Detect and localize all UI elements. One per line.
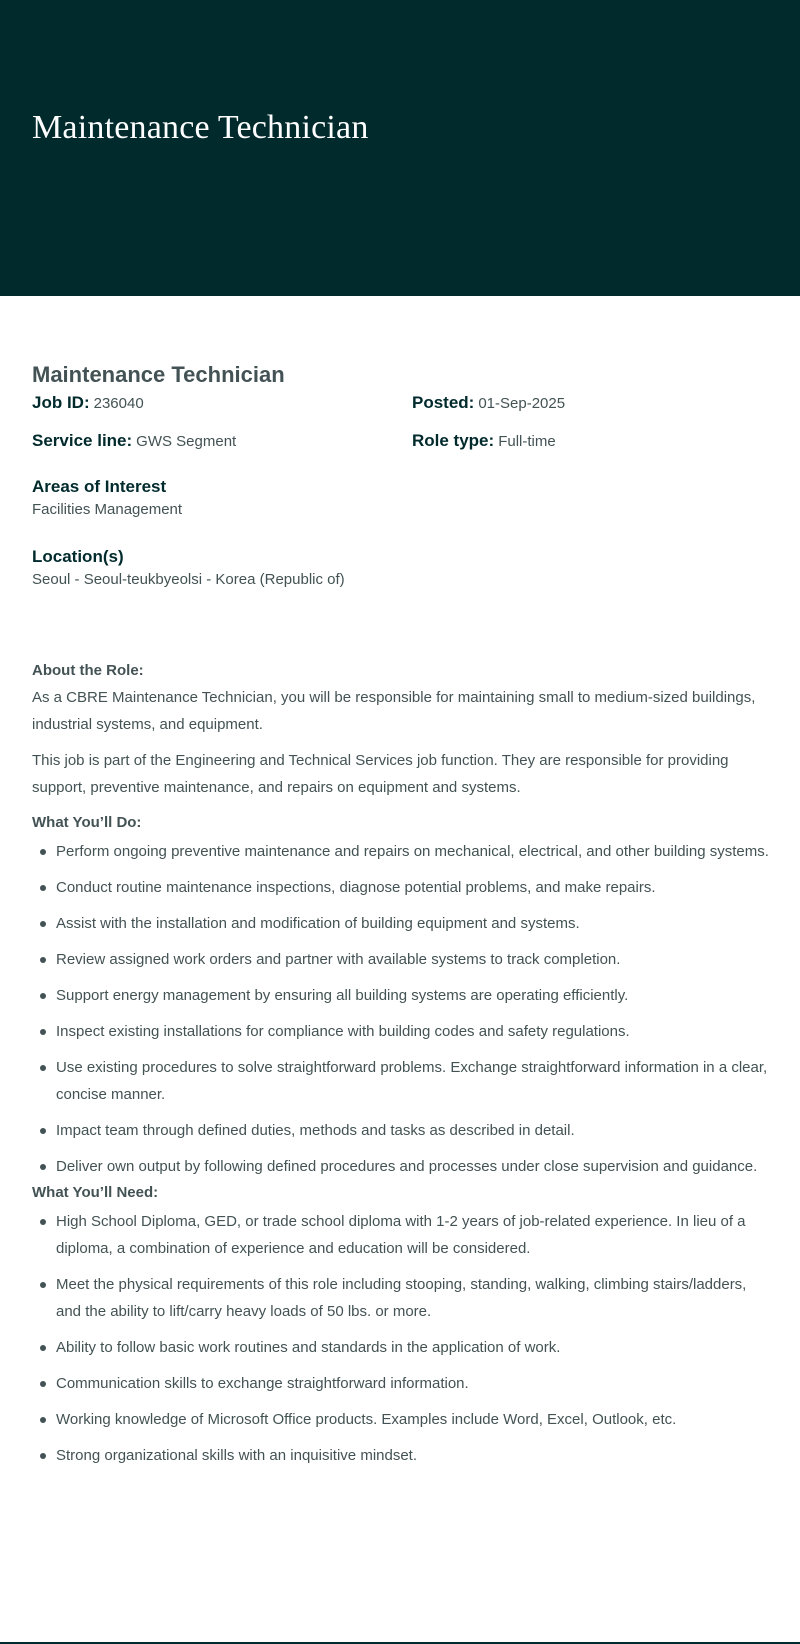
list-item: High School Diploma, GED, or trade school diploma with 1-2 years of job-related experience. In lieu of a diploma, a combination of experience and education will be considered. <box>32 1208 772 1262</box>
job-id-label: Job ID: <box>32 393 90 412</box>
list-item: Ability to follow basic work routines and standards in the application of work. <box>32 1334 772 1361</box>
bullet-icon <box>40 921 46 927</box>
list-item: Communication skills to exchange straightforward information. <box>32 1370 772 1397</box>
areas-of-interest-value: Facilities Management <box>32 501 183 518</box>
bullet-icon <box>40 885 46 891</box>
list-item: Review assigned work orders and partner with available systems to track completion. <box>32 946 772 973</box>
what-you-will-do-list <box>32 838 772 1180</box>
hero-banner <box>0 0 800 296</box>
posted-value: 01-Sep-2025 <box>478 395 566 412</box>
job-title: Maintenance Technician <box>32 362 285 387</box>
job-id <box>32 392 144 415</box>
bullet-icon <box>40 1282 46 1288</box>
bullet-icon <box>40 1417 46 1423</box>
list-item: Perform ongoing preventive maintenance and repairs on mechanical, electrical, and other building systems. <box>32 838 772 865</box>
about-paragraph-1: As a CBRE Maintenance Technician, you will be responsible for maintaining small to medium-sized buildings, industrial systems, and equipment. <box>32 689 756 733</box>
list-item: Assist with the installation and modification of building equipment and systems. <box>32 910 772 937</box>
role-type <box>412 430 556 453</box>
service-line-label: Service line: <box>32 431 133 450</box>
bullet-icon <box>40 993 46 999</box>
hero-title: Maintenance Technician <box>32 109 369 146</box>
locations-value: Seoul - Seoul-teukbyeolsi - Korea (Republic of) <box>32 571 345 588</box>
what-you-will-need-list <box>32 1208 772 1469</box>
bullet-icon <box>40 957 46 963</box>
about-heading: About the Role: <box>32 662 144 679</box>
list-item: Conduct routine maintenance inspections, diagnose potential problems, and make repairs. <box>32 874 772 901</box>
locations-label: Location(s) <box>32 547 124 566</box>
bullet-icon <box>40 1029 46 1035</box>
what-you-will-do-heading: What You’ll Do: <box>32 814 142 831</box>
what-you-will-need-heading: What You’ll Need: <box>32 1184 159 1201</box>
areas-of-interest-label: Areas of Interest <box>32 477 167 496</box>
job-id-value: 236040 <box>93 395 144 412</box>
list-item: Working knowledge of Microsoft Office products. Examples include Word, Excel, Outlook, etc. <box>32 1406 772 1433</box>
bullet-icon <box>40 1164 46 1170</box>
bullet-icon <box>40 1219 46 1225</box>
posted-date <box>412 392 565 415</box>
bullet-icon <box>40 1345 46 1351</box>
bullet-icon <box>40 1453 46 1459</box>
posted-label: Posted: <box>412 393 475 412</box>
list-item: Inspect existing installations for compliance with building codes and safety regulations. <box>32 1018 772 1045</box>
list-item: Support energy management by ensuring all building systems are operating efficiently. <box>32 982 772 1009</box>
role-type-value: Full-time <box>498 433 556 450</box>
bullet-icon <box>40 1128 46 1134</box>
bullet-icon <box>40 1381 46 1387</box>
job-description <box>32 658 772 1478</box>
bullet-icon <box>40 849 46 855</box>
list-item: Deliver own output by following defined procedures and processes under close supervision and guidance. <box>32 1153 772 1180</box>
list-item: Impact team through defined duties, methods and tasks as described in detail. <box>32 1117 772 1144</box>
role-type-label: Role type: <box>412 431 495 450</box>
bullet-icon <box>40 1065 46 1071</box>
service-line-value: GWS Segment <box>136 433 237 450</box>
service-line <box>32 430 236 453</box>
list-item: Meet the physical requirements of this role including stooping, standing, walking, climbing stairs/ladders, and the ability to lift/carry heavy loads of 50 lbs. or more. <box>32 1271 772 1325</box>
about-paragraph-2: This job is part of the Engineering and Technical Services job function. They are responsible for providing support, preventive maintenance, and repairs on equipment and systems. <box>32 752 729 796</box>
list-item: Use existing procedures to solve straightforward problems. Exchange straightforward information in a clear, concise manner. <box>32 1054 772 1108</box>
list-item: Strong organizational skills with an inquisitive mindset. <box>32 1442 772 1469</box>
